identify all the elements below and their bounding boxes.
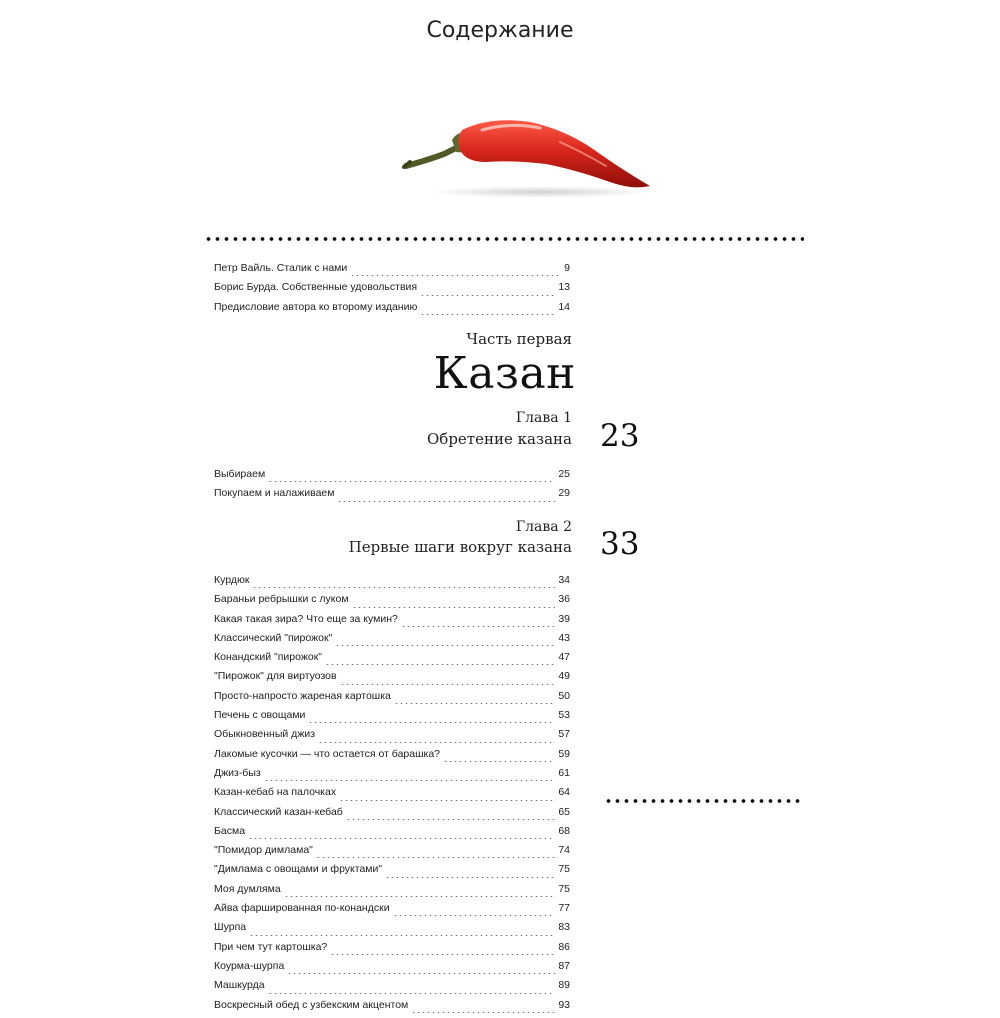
dotted-divider-right bbox=[604, 798, 804, 804]
chapter-1-list bbox=[214, 468, 570, 507]
chapter-1-name[interactable]: Обретение казана bbox=[426, 430, 572, 448]
list-item[interactable]: "Димлама с овощами и фруктами" 75 bbox=[214, 863, 570, 882]
list-item[interactable]: Бараньи ребрышки с луком 36 bbox=[214, 593, 570, 612]
list-item[interactable]: При чем тут картошка? 86 bbox=[214, 941, 570, 960]
chapter-2-label: Глава 2 bbox=[515, 519, 572, 535]
part-title: Казан bbox=[433, 348, 576, 399]
chapter-2-name[interactable]: Первые шаги вокруг казана bbox=[348, 538, 572, 556]
list-item[interactable]: Предисловие автора ко второму изданию 14 bbox=[214, 301, 570, 320]
list-item[interactable]: Печень с овощами 53 bbox=[214, 709, 570, 728]
list-item[interactable]: Машкурда 89 bbox=[214, 979, 570, 998]
chapter-1-page: 23 bbox=[600, 418, 640, 454]
page-title: Содержание bbox=[426, 18, 574, 43]
list-item[interactable]: Воскресный обед с узбекским акцентом 93 bbox=[214, 999, 570, 1018]
list-item[interactable]: Какая такая зира? Что еще за кумин? 39 bbox=[214, 613, 570, 632]
chapter-1-label: Глава 1 bbox=[515, 410, 572, 426]
list-item[interactable]: Шурпа 83 bbox=[214, 921, 570, 940]
list-item[interactable]: Курдюк 34 bbox=[214, 574, 570, 593]
red-chili-pepper-icon bbox=[400, 110, 656, 200]
chapter-2-page: 33 bbox=[600, 526, 640, 562]
list-item[interactable]: Классический "пирожок" 43 bbox=[214, 632, 570, 651]
list-item[interactable]: Просто-напросто жареная картошка 50 bbox=[214, 690, 570, 709]
list-item[interactable]: "Помидор димлама" 74 bbox=[214, 844, 570, 863]
list-item[interactable]: Обыкновенный джиз 57 bbox=[214, 728, 570, 747]
list-item[interactable]: "Пирожок" для виртуозов 49 bbox=[214, 670, 570, 689]
list-item[interactable]: Басма 68 bbox=[214, 825, 570, 844]
dotted-divider-top bbox=[204, 236, 804, 242]
chapter-2-list bbox=[214, 574, 570, 1018]
list-item[interactable]: Петр Вайль. Сталик с нами 9 bbox=[214, 262, 570, 281]
list-item[interactable]: Джиз-быз 61 bbox=[214, 767, 570, 786]
list-item[interactable]: Классический казан-кебаб 65 bbox=[214, 806, 570, 825]
list-item[interactable]: Казан-кебаб на палочках 64 bbox=[214, 786, 570, 805]
list-item[interactable]: Борис Бурда. Собственные удовольствия 13 bbox=[214, 281, 570, 300]
list-item[interactable]: Покупаем и налаживаем 29 bbox=[214, 487, 570, 506]
list-item[interactable]: Коурма-шурпа 87 bbox=[214, 960, 570, 979]
intro-list bbox=[214, 262, 570, 320]
list-item[interactable]: Лакомые кусочки — что остается от барашка? 59 bbox=[214, 748, 570, 767]
list-item[interactable]: Айва фаршированная по-конандски 77 bbox=[214, 902, 570, 921]
list-item[interactable]: Выбираем 25 bbox=[214, 468, 570, 487]
part-label: Часть первая bbox=[466, 330, 572, 348]
list-item[interactable]: Моя думляма 75 bbox=[214, 883, 570, 902]
list-item[interactable]: Конандский "пирожок" 47 bbox=[214, 651, 570, 670]
